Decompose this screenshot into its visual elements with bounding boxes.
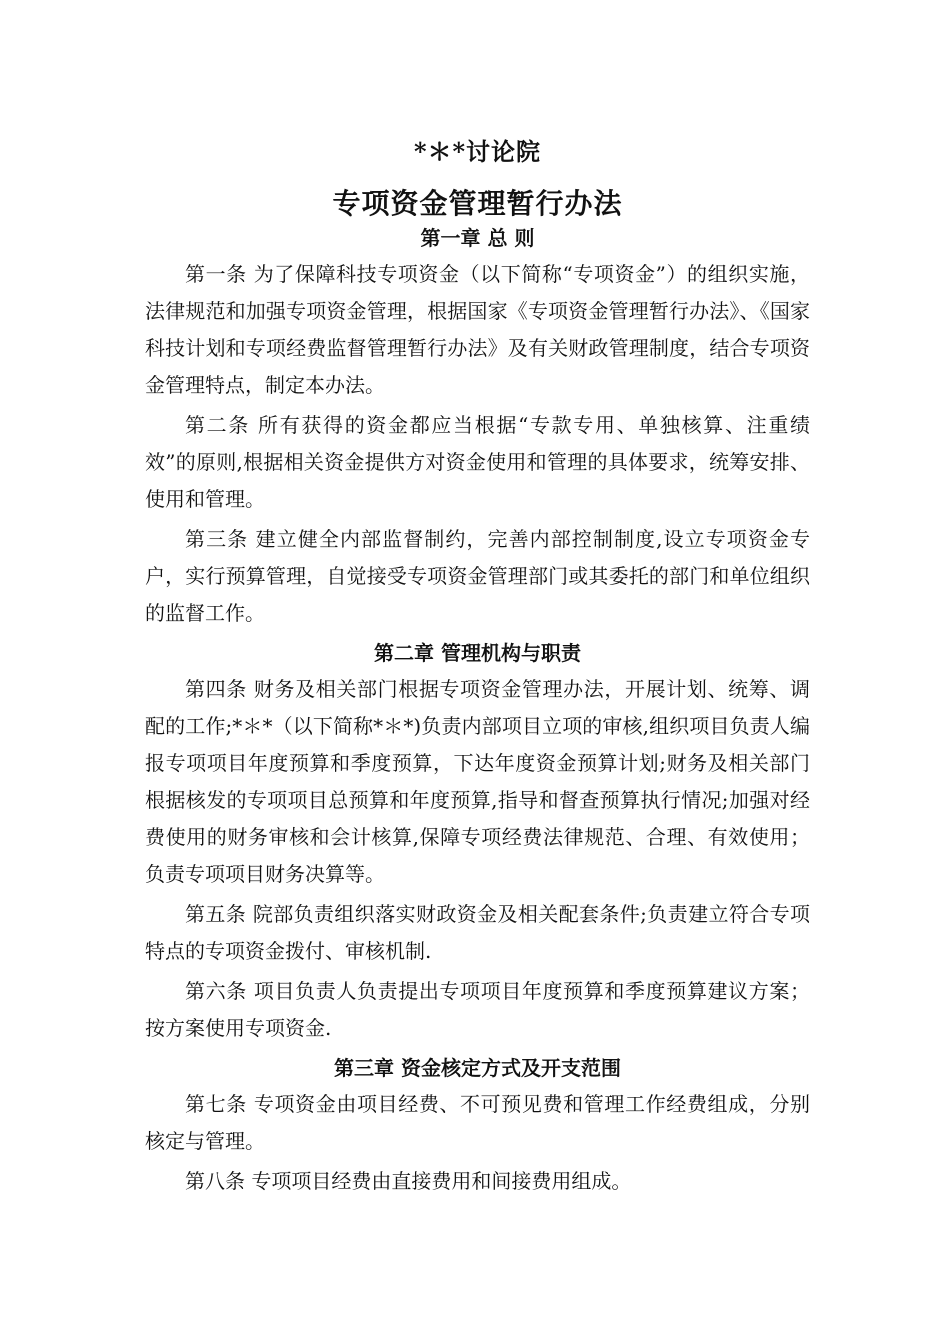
chapter-heading-1: 第一章 总 则 (420, 226, 535, 250)
article-5: 第五条 院部负责组织落实财政资金及相关配套条件;负责建立符合专项特点的专项资金拨付、审核机制. (145, 902, 810, 963)
article-8: 第八条 专项项目经费由直接费用和间接费用组成。 (185, 1169, 632, 1193)
article-7: 第七条 专项资金由项目经费、不可预见费和管理工作经费组成，分别核定与管理。 (145, 1092, 810, 1153)
article-6: 第六条 项目负责人负责提出专项项目年度预算和季度预算建议方案；按方案使用专项资金. (145, 979, 810, 1040)
chapter-heading-2: 第二章 管理机构与职责 (374, 641, 581, 665)
document-body (145, 132, 810, 1203)
article-1: 第一条 为了保障科技专项资金（以下简称“专项资金”）的组织实施，法律规范和加强专项资金管理，根据国家《专项资金管理暂行办法》、《国家科技计划和专项经费监督管理暂行办法》及有关财政管理制度，结合专项资金管理特点，制定本办法。 (145, 262, 810, 397)
chapter-heading-3: 第三章 资金核定方式及开支范围 (334, 1056, 621, 1080)
org-title: *＊*讨论院 (413, 137, 542, 166)
doc-title: 专项资金管理暂行办法 (332, 187, 623, 220)
article-2: 第二条 所有获得的资金都应当根据“专款专用、单独核算、注重绩效”的原则,根据相关资金提供方对资金使用和管理的具体要求，统筹安排、使用和管理。 (145, 413, 810, 511)
article-4: 第四条 财务及相关部门根据专项资金管理办法，开展计划、统筹、调配的工作;*＊*（以下简称*＊*)负责内部项目立项的审核,组织项目负责人编报专项项目年度预算和季度预算，下达年度资金预算计划;财务及相关部门根据核发的专项项目总预算和年度预算,指导和督查预算执行情况;加强对经费使用的财务审核和会计核算,保障专项经费法律规范、合理、有效使用；负责专项项目财务决算等。 (145, 677, 810, 886)
article-3: 第三条 建立健全内部监督制约，完善内部控制制度,设立专项资金专户，实行预算管理，自觉接受专项资金管理部门或其委托的部门和单位组织的监督工作。 (145, 527, 810, 625)
